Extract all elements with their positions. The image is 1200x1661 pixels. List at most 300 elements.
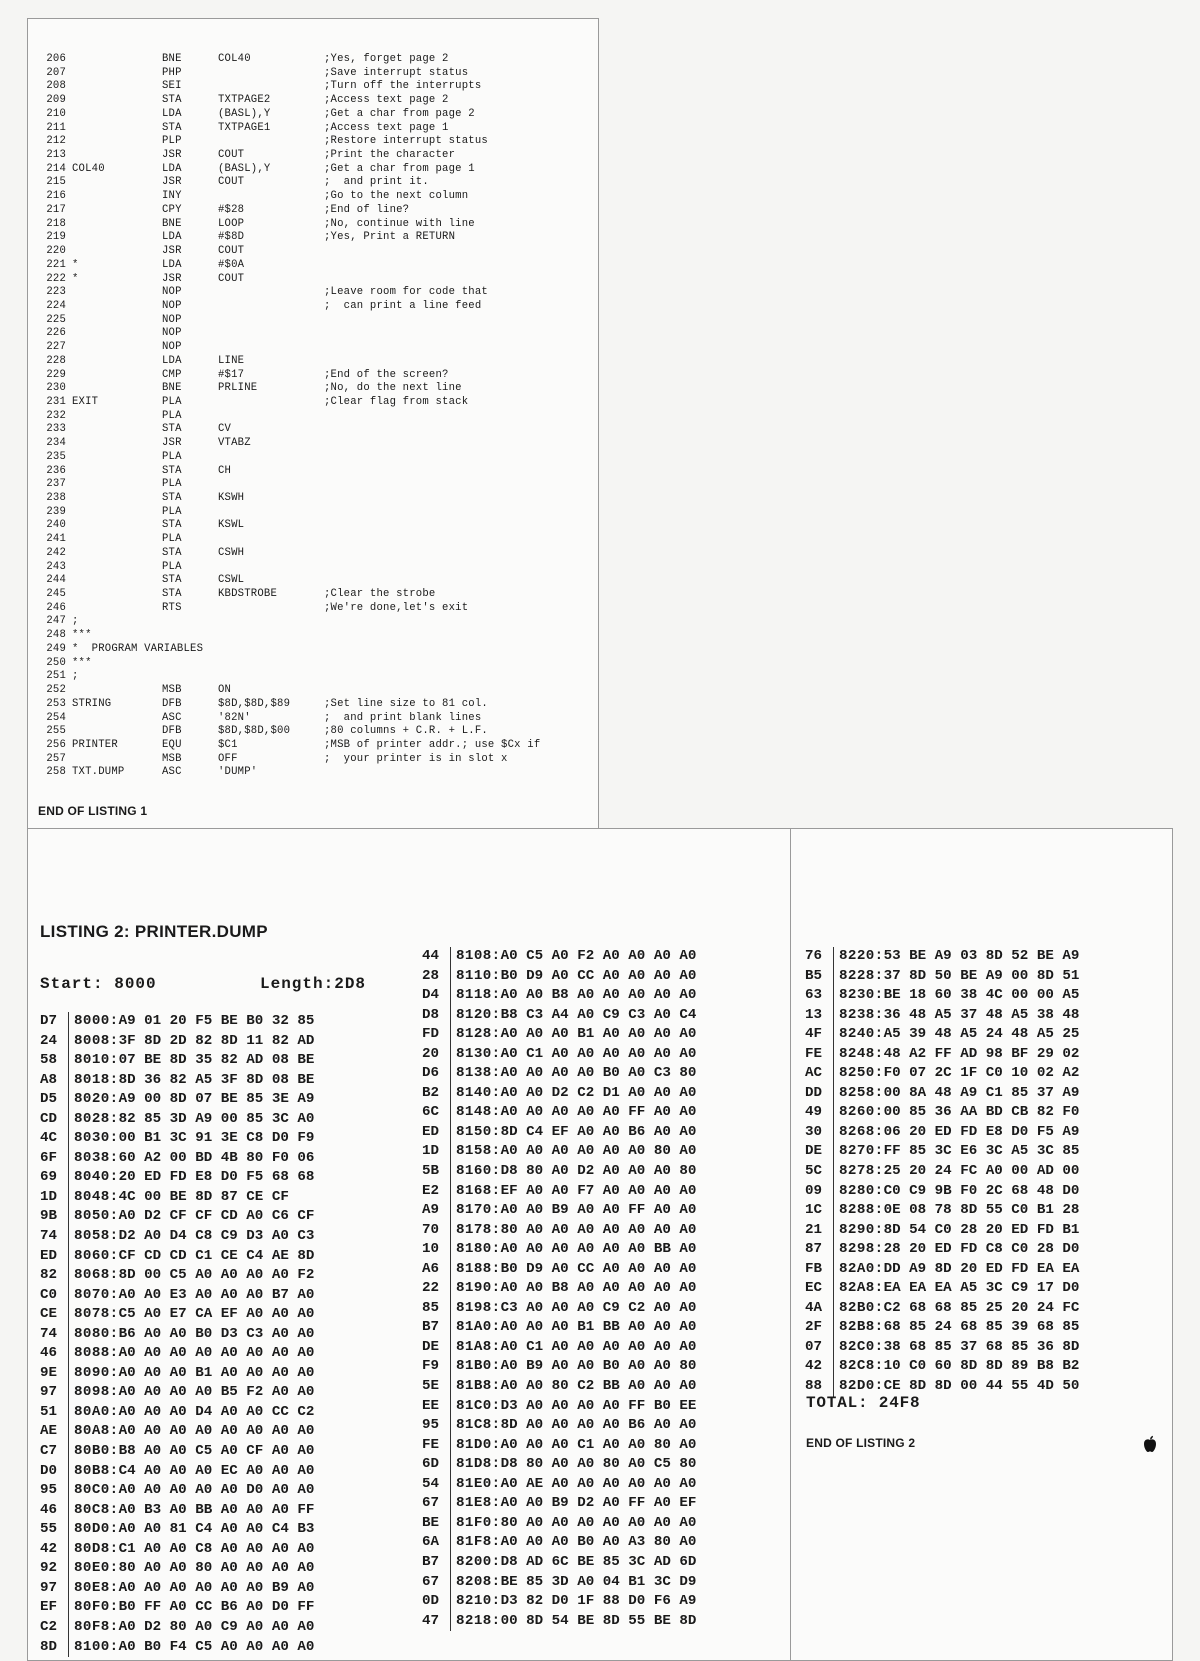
row-checksum: 6F [40, 1149, 69, 1169]
row-bytes: A0 A0 A0 A0 B5 F2 A0 A0 [118, 1384, 315, 1401]
row-checksum: D8 [422, 1006, 451, 1026]
row-checksum: 42 [805, 1357, 834, 1377]
opcode: BNE [162, 217, 182, 230]
row-bytes: A0 A0 A0 B1 A0 A0 A0 A0 [500, 1026, 697, 1043]
opcode: EQU [162, 738, 182, 751]
row-checksum: CD [40, 1110, 69, 1130]
row-address: 8230: [839, 987, 884, 1004]
row-address: 8098: [74, 1384, 119, 1401]
opcode: PLA [162, 533, 182, 546]
line-number: 213 [46, 149, 66, 162]
row-bytes: C3 A0 A0 A0 C9 C2 A0 A0 [500, 1299, 697, 1316]
row-bytes: B6 A0 A0 B0 D3 C3 A0 A0 [118, 1325, 315, 1342]
row-bytes: A0 A0 B9 A0 A0 FF A0 A0 [500, 1202, 697, 1219]
row-address: 82B8: [839, 1319, 884, 1336]
line-number: 253 [46, 697, 66, 710]
line-number: 234 [46, 437, 66, 450]
hex-row [805, 1318, 1079, 1338]
hex-row [40, 1559, 314, 1579]
line-number: 214 [46, 162, 66, 175]
hex-row [422, 986, 696, 1006]
code-comment: ;Yes, forget page 2 [324, 53, 449, 65]
hex-row [805, 1279, 1079, 1299]
operand: COL40 [218, 53, 251, 65]
row-bytes: B8 A0 A0 C5 A0 CF A0 A0 [118, 1443, 315, 1460]
row-checksum: D6 [422, 1064, 451, 1084]
row-bytes: A0 A0 A0 A0 B0 A0 C3 80 [500, 1065, 697, 1082]
row-address: 80B0: [74, 1443, 119, 1460]
row-address: 81D8: [456, 1456, 501, 1473]
opcode: STA [162, 464, 182, 477]
row-address: 8138: [456, 1065, 501, 1082]
operand: (BASL),Y [218, 162, 271, 175]
row-bytes: B8 C3 A4 A0 C9 C3 A0 C4 [500, 1006, 697, 1023]
row-bytes: 8D 36 82 A5 3F 8D 08 BE [118, 1071, 315, 1088]
row-address: 80C8: [74, 1501, 119, 1518]
operand: #$17 [218, 368, 245, 381]
row-bytes: 00 85 36 AA BD CB 82 F0 [883, 1104, 1080, 1121]
line-number: 216 [46, 190, 66, 203]
operand: VTABZ [218, 437, 251, 450]
hex-row [40, 1266, 314, 1286]
row-checksum: 97 [40, 1383, 69, 1403]
hex-row [40, 1344, 314, 1364]
operand: CSWH [218, 546, 245, 559]
opcode: INY [162, 190, 182, 203]
hex-row [805, 1260, 1079, 1280]
hex-row [40, 1540, 314, 1560]
row-checksum: 4F [805, 1025, 834, 1045]
row-bytes: A0 D2 CF CF CD A0 C6 CF [118, 1208, 315, 1225]
hex-row [422, 1006, 696, 1026]
row-bytes: D2 A0 D4 C8 C9 D3 A0 C3 [118, 1228, 315, 1245]
line-number: 254 [46, 711, 66, 724]
row-checksum: 92 [40, 1559, 69, 1579]
row-bytes: 48 A2 FF AD 98 BF 29 02 [883, 1045, 1080, 1062]
line-number: 217 [46, 203, 66, 216]
operand: ON [218, 684, 232, 697]
code-comment: ;Clear flag from stack [324, 395, 469, 408]
opcode: STA [162, 588, 182, 601]
hex-row [40, 1051, 314, 1071]
hex-row [422, 947, 696, 967]
row-checksum: AC [805, 1064, 834, 1084]
opcode: PLA [162, 395, 182, 408]
line-number: 255 [46, 725, 66, 738]
line-number: 242 [46, 546, 66, 559]
hex-row [805, 1240, 1079, 1260]
row-checksum: 95 [40, 1481, 69, 1501]
line-number: 215 [46, 176, 66, 189]
row-bytes: BE 85 3D A0 04 B1 3C D9 [500, 1573, 697, 1590]
row-checksum: 88 [805, 1377, 834, 1397]
opcode: LDA [162, 162, 182, 175]
row-checksum: 13 [805, 1006, 834, 1026]
row-bytes: 25 20 24 FC A0 00 AD 00 [883, 1163, 1080, 1180]
row-checksum: 63 [805, 986, 834, 1006]
code-comment: ;Go to the next column [324, 190, 469, 203]
row-bytes: BE 18 60 38 4C 00 00 A5 [883, 987, 1080, 1004]
row-checksum: 4C [40, 1129, 69, 1149]
row-checksum: D4 [422, 986, 451, 1006]
row-bytes: A0 D2 80 A0 C9 A0 A0 A0 [118, 1618, 315, 1635]
row-address: 80E8: [74, 1579, 119, 1596]
row-bytes: B0 FF A0 CC B6 A0 D0 FF [118, 1599, 315, 1616]
operand: $8D,$8D,$00 [218, 725, 291, 738]
operand: '82N' [218, 711, 251, 724]
row-checksum: 74 [40, 1325, 69, 1345]
end-of-listing-1: END OF LISTING 1 [38, 804, 148, 818]
line-number: 207 [46, 66, 66, 79]
hex-row [422, 1397, 696, 1417]
row-address: 81A0: [456, 1319, 501, 1336]
row-checksum: CE [40, 1305, 69, 1325]
operand: #$0A [218, 258, 245, 271]
hex-row [422, 1553, 696, 1573]
hex-row [40, 1286, 314, 1306]
listing2-column-2 [408, 828, 791, 1661]
opcode: CPY [162, 203, 182, 216]
opcode: PHP [162, 66, 182, 79]
row-bytes: 0E 08 78 8D 55 C0 B1 28 [883, 1202, 1080, 1219]
row-address: 8020: [74, 1091, 119, 1108]
hex-row [805, 1006, 1079, 1026]
hex-row [40, 1071, 314, 1091]
row-address: 8188: [456, 1260, 501, 1277]
row-bytes: A0 A0 A0 B1 A0 A0 A0 A0 [118, 1364, 315, 1381]
hex-row [40, 1618, 314, 1638]
opcode: LDA [162, 258, 182, 271]
row-checksum: 6D [422, 1455, 451, 1475]
line-number: 220 [46, 245, 66, 258]
row-address: 8288: [839, 1202, 884, 1219]
row-bytes: C5 A0 E7 CA EF A0 A0 A0 [118, 1306, 315, 1323]
row-address: 8090: [74, 1364, 119, 1381]
line-number: 249 [46, 642, 66, 655]
hex-row [40, 1383, 314, 1403]
opcode: PLA [162, 450, 182, 463]
row-address: 8260: [839, 1104, 884, 1121]
row-checksum: D5 [40, 1090, 69, 1110]
row-checksum: 22 [422, 1279, 451, 1299]
hex-row [805, 1084, 1079, 1104]
opcode: NOP [162, 286, 182, 299]
hex-row [805, 1123, 1079, 1143]
row-address: 8190: [456, 1280, 501, 1297]
row-checksum: 5C [805, 1162, 834, 1182]
row-checksum: B5 [805, 967, 834, 987]
row-address: 8270: [839, 1143, 884, 1160]
hex-row [40, 1188, 314, 1208]
row-bytes: 07 BE 8D 35 82 AD 08 BE [118, 1052, 315, 1069]
row-bytes: EA EA EA A5 3C C9 17 D0 [883, 1280, 1080, 1297]
row-bytes: A0 A0 A0 C1 A0 A0 80 A0 [500, 1436, 697, 1453]
hex-row [805, 1142, 1079, 1162]
hex-row [422, 1494, 696, 1514]
row-checksum: C0 [40, 1286, 69, 1306]
hex-row [805, 1357, 1079, 1377]
row-address: 8290: [839, 1221, 884, 1238]
row-bytes: A0 C1 A0 A0 A0 A0 A0 A0 [500, 1045, 697, 1062]
code-comment: ;Access text page 2 [324, 94, 449, 107]
row-address: 81C8: [456, 1417, 501, 1434]
opcode: STA [162, 546, 182, 559]
hex-row [805, 1103, 1079, 1123]
operand: COUT [218, 149, 245, 162]
row-address: 8008: [74, 1032, 119, 1049]
row-bytes: A0 A0 A0 A0 A0 A0 A0 A0 [118, 1423, 315, 1440]
row-address: 81B0: [456, 1358, 501, 1375]
row-address: 8278: [839, 1163, 884, 1180]
hex-row [40, 1501, 314, 1521]
row-checksum: 28 [422, 967, 451, 987]
opcode: JSR [162, 176, 182, 189]
row-address: 8100: [74, 1638, 119, 1655]
row-address: 80B8: [74, 1462, 119, 1479]
row-address: 82C8: [839, 1358, 884, 1375]
line-number: 235 [46, 450, 66, 463]
row-bytes: A5 39 48 A5 24 48 A5 25 [883, 1026, 1080, 1043]
hex-row [40, 1481, 314, 1501]
hex-row [40, 1129, 314, 1149]
opcode: LDA [162, 231, 182, 244]
row-bytes: FF 85 3C E6 3C A5 3C 85 [883, 1143, 1080, 1160]
line-number: 223 [46, 286, 66, 299]
line-number: 246 [46, 601, 66, 614]
operand: 'DUMP' [218, 766, 258, 779]
row-address: 8068: [74, 1267, 119, 1284]
row-address: 81D0: [456, 1436, 501, 1453]
line-number: 240 [46, 519, 66, 532]
line-number: 206 [46, 53, 66, 65]
row-checksum: 49 [805, 1103, 834, 1123]
operand: OFF [218, 752, 238, 765]
row-bytes: A0 A0 B8 A0 A0 A0 A0 A0 [500, 987, 697, 1004]
row-bytes: A0 A0 A0 B1 BB A0 A0 A0 [500, 1319, 697, 1336]
row-address: 80F0: [74, 1599, 119, 1616]
row-address: 8220: [839, 948, 884, 964]
hex-row [422, 1279, 696, 1299]
line-number: 257 [46, 752, 66, 765]
row-checksum: FE [422, 1436, 451, 1456]
hex-row [805, 1299, 1079, 1319]
opcode: PLA [162, 560, 182, 573]
hex-row [805, 1025, 1079, 1045]
row-bytes: D3 A0 A0 A0 A0 FF B0 EE [500, 1397, 697, 1414]
line-number: 219 [46, 231, 66, 244]
row-address: 8050: [74, 1208, 119, 1225]
row-checksum: 6A [422, 1533, 451, 1553]
line-number: 252 [46, 684, 66, 697]
row-address: 8080: [74, 1325, 119, 1342]
row-checksum: EE [422, 1397, 451, 1417]
line-number: 208 [46, 80, 66, 93]
row-address: 82B0: [839, 1299, 884, 1316]
row-bytes: 00 B1 3C 91 3E C8 D0 F9 [118, 1130, 315, 1147]
hex-row [40, 1032, 314, 1052]
row-address: 8280: [839, 1182, 884, 1199]
code-label: ; [72, 615, 79, 628]
code-comment: ; and print it. [324, 176, 429, 189]
hex-row [422, 1455, 696, 1475]
opcode: DFB [162, 697, 182, 710]
operand: PRLINE [218, 382, 258, 395]
row-checksum: 20 [422, 1045, 451, 1065]
hex-row [805, 1182, 1079, 1202]
row-checksum: D7 [40, 1012, 69, 1032]
row-checksum: FB [805, 1260, 834, 1280]
line-number: 231 [46, 395, 66, 408]
line-number: 224 [46, 299, 66, 312]
row-checksum: 0D [422, 1592, 451, 1612]
hex-row [805, 1162, 1079, 1182]
opcode: NOP [162, 341, 182, 354]
line-number: 221 [46, 258, 66, 271]
row-address: 8030: [74, 1130, 119, 1147]
row-address: 81B8: [456, 1378, 501, 1395]
hex-row [40, 1247, 314, 1267]
row-bytes: D3 82 D0 1F 88 D0 F6 A9 [500, 1593, 697, 1610]
row-bytes: A0 A0 A0 A0 A0 FF A0 A0 [500, 1104, 697, 1121]
row-checksum: DE [422, 1338, 451, 1358]
row-address: 8200: [456, 1553, 501, 1570]
row-bytes: 06 20 ED FD E8 D0 F5 A9 [883, 1123, 1080, 1140]
code-comment: ;No, do the next line [324, 382, 462, 395]
row-address: 8118: [456, 987, 501, 1004]
opcode: LDA [162, 354, 182, 367]
opcode: PLP [162, 135, 182, 148]
apple-logo-icon [1143, 1435, 1157, 1453]
row-checksum: A6 [422, 1260, 451, 1280]
row-bytes: A0 A0 81 C4 A0 A0 C4 B3 [118, 1521, 315, 1538]
operand: COUT [218, 176, 245, 189]
hex-row [422, 1357, 696, 1377]
row-checksum: A9 [422, 1201, 451, 1221]
opcode: PLA [162, 478, 182, 491]
code-comment: ; can print a line feed [324, 299, 482, 312]
row-checksum: 21 [805, 1221, 834, 1241]
hex-row [40, 1207, 314, 1227]
row-checksum: ED [40, 1247, 69, 1267]
row-bytes: A0 A0 A0 A0 A0 D0 A0 A0 [118, 1482, 315, 1499]
row-bytes: 20 ED FD E8 D0 F5 68 68 [118, 1169, 315, 1186]
row-bytes: A0 A0 B9 D2 A0 FF A0 EF [500, 1495, 697, 1512]
opcode: STA [162, 94, 182, 107]
line-number: 239 [46, 505, 66, 518]
code-label: * [72, 272, 79, 285]
hex-row [40, 1149, 314, 1169]
row-checksum: 5B [422, 1162, 451, 1182]
row-checksum: 1C [805, 1201, 834, 1221]
row-bytes: F0 07 2C 1F C0 10 02 A2 [883, 1065, 1080, 1082]
hex-row [422, 1318, 696, 1338]
row-address: 8018: [74, 1071, 119, 1088]
row-checksum: 54 [422, 1475, 451, 1495]
row-address: 80D8: [74, 1540, 119, 1557]
start-address-label: Start: 8000 [40, 975, 157, 993]
line-number: 241 [46, 533, 66, 546]
row-checksum: 85 [422, 1299, 451, 1319]
operand: (BASL),Y [218, 107, 271, 120]
row-address: 8010: [74, 1052, 119, 1069]
row-bytes: A0 A0 E3 A0 A0 A0 B7 A0 [118, 1286, 315, 1303]
row-checksum: 97 [40, 1579, 69, 1599]
row-checksum: 55 [40, 1520, 69, 1540]
row-checksum: 67 [422, 1494, 451, 1514]
operand: CH [218, 464, 232, 477]
hex-row [805, 967, 1079, 987]
row-address: 8040: [74, 1169, 119, 1186]
opcode: NOP [162, 327, 182, 340]
row-address: 8238: [839, 1006, 884, 1023]
hex-row [40, 1638, 314, 1658]
row-bytes: 80 A0 A0 80 A0 A0 A0 A0 [118, 1560, 315, 1577]
code-label: *** [72, 656, 92, 669]
code-comment: ;Access text page 1 [324, 121, 449, 134]
opcode: NOP [162, 313, 182, 326]
row-address: 8148: [456, 1104, 501, 1121]
row-address: 8048: [74, 1188, 119, 1205]
row-bytes: 80 A0 A0 A0 A0 A0 A0 A0 [500, 1514, 697, 1531]
row-checksum: E2 [422, 1182, 451, 1202]
opcode: DFB [162, 725, 182, 738]
code-comment: ;Save interrupt status [324, 66, 469, 79]
opcode: RTS [162, 601, 182, 614]
row-checksum: 44 [422, 947, 451, 967]
hex-row [40, 1168, 314, 1188]
row-checksum: FD [422, 1025, 451, 1045]
row-bytes: A0 C5 A0 F2 A0 A0 A0 A0 [500, 948, 697, 964]
row-checksum: 58 [40, 1051, 69, 1071]
line-number: 233 [46, 423, 66, 436]
row-bytes: B0 D9 A0 CC A0 A0 A0 A0 [500, 1260, 697, 1277]
hex-row [40, 1462, 314, 1482]
row-checksum: AE [40, 1422, 69, 1442]
code-comment: ;End of line? [324, 203, 410, 216]
row-bytes: A0 A0 A0 D4 A0 A0 CC C2 [118, 1403, 315, 1420]
operand: #$8D [218, 231, 245, 244]
operand: LOOP [218, 217, 245, 230]
row-checksum: B7 [422, 1318, 451, 1338]
opcode: ASC [162, 711, 182, 724]
opcode: JSR [162, 272, 182, 285]
row-bytes: 00 8D 54 BE 8D 55 BE 8D [500, 1612, 697, 1629]
row-address: 80C0: [74, 1482, 119, 1499]
row-checksum: 95 [422, 1416, 451, 1436]
code-comment: ;80 columns + C.R. + L.F. [324, 725, 488, 738]
code-label: STRING [72, 697, 112, 710]
code-label: EXIT [72, 395, 99, 408]
row-bytes: A0 B3 A0 BB A0 A0 A0 FF [118, 1501, 315, 1518]
row-address: 8198: [456, 1299, 501, 1316]
line-number: 238 [46, 492, 66, 504]
row-bytes: EF A0 A0 F7 A0 A0 A0 A0 [500, 1182, 697, 1199]
code-comment: ;Clear the strobe [324, 588, 436, 601]
row-bytes: 28 20 ED FD C8 C0 28 D0 [883, 1241, 1080, 1258]
code-comment: ; your printer is in slot x [324, 752, 508, 765]
row-bytes: A0 A0 A0 A0 A0 A0 B9 A0 [118, 1579, 315, 1596]
operand: KSWL [218, 519, 245, 532]
line-number: 209 [46, 94, 66, 107]
row-checksum: 1D [422, 1142, 451, 1162]
row-checksum: EC [805, 1279, 834, 1299]
hex-row [805, 947, 1079, 967]
row-bytes: C4 A0 A0 A0 EC A0 A0 A0 [118, 1462, 315, 1479]
row-bytes: D8 80 A0 A0 80 A0 C5 80 [500, 1456, 697, 1473]
operand: TXTPAGE1 [218, 121, 271, 134]
opcode: STA [162, 492, 182, 504]
end-of-listing-2: END OF LISTING 2 [806, 1436, 916, 1450]
